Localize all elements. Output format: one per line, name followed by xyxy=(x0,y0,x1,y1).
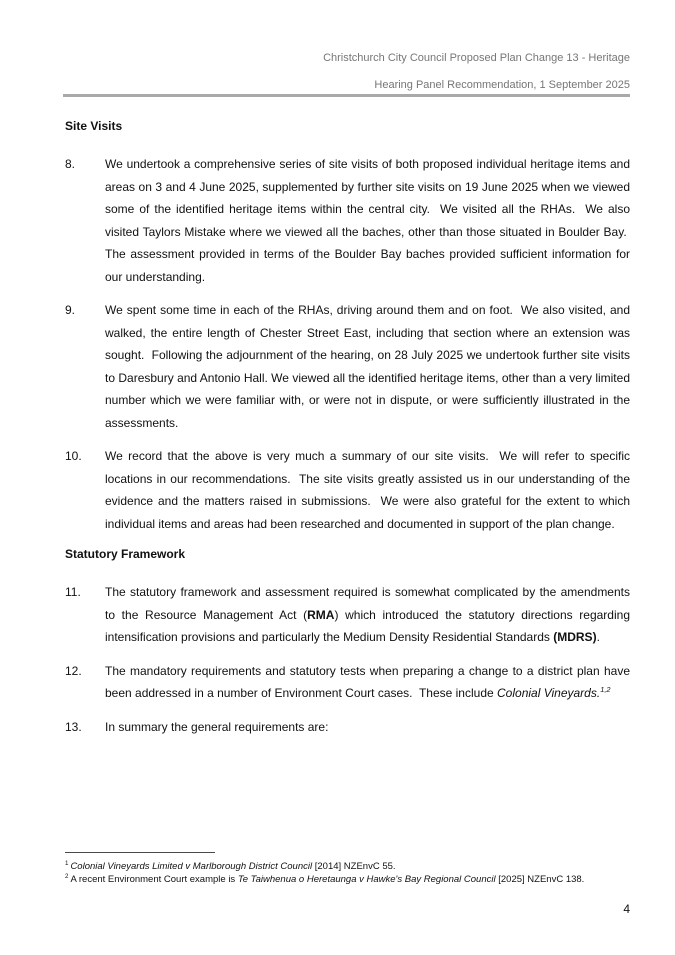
header-line-2: Hearing Panel Recommendation, 1 September 2025 xyxy=(374,79,630,91)
footnote-separator xyxy=(65,852,215,853)
paragraph-number: 12. xyxy=(65,663,82,678)
text-segment: Colonial Vineyards Limited v Marlborough District Council xyxy=(70,861,313,872)
numbered-paragraph xyxy=(65,153,630,288)
numbered-paragraph xyxy=(65,299,630,434)
header-line-1: Christchurch City Council Proposed Plan Change 13 - Heritage xyxy=(323,52,630,64)
footnotes xyxy=(65,852,630,886)
paragraph-number: 13. xyxy=(65,719,82,734)
text-segment: 1,2 xyxy=(600,685,611,694)
text-segment: We record that the above is very much a summary of our site visits. We will refer to specific locations in our recommendations. The site visits greatly assisted us in our understanding of the evidence and the matters raised in submissions. We were also grateful for the extent to which individual items and areas had been researched and documented in support of the plan change. xyxy=(105,449,630,531)
page-header xyxy=(65,53,630,91)
text-segment: ) which introduced the statutory directions regarding intensification provisions and particularly the Medium Density Residential Standards xyxy=(105,607,630,644)
text-segment: In summary the general requirements are: xyxy=(105,719,329,734)
page-number: 4 xyxy=(623,902,630,916)
footnote-list xyxy=(65,860,630,886)
paragraph-text xyxy=(105,716,630,739)
document-body xyxy=(65,118,630,749)
numbered-paragraph xyxy=(65,716,630,739)
paragraph-text xyxy=(105,299,630,434)
footnote-marker: 2 xyxy=(65,872,69,880)
numbered-paragraph xyxy=(65,445,630,535)
text-segment: We spent some time in each of the RHAs, driving around them and on foot. We also visited, and walked, the entire length of Chester Street East, including that section where an extension was sought. Following the adjournment of the hearing, on 28 July 2025 we undertook further site visits to Daresbury and Antonio Hall. We viewed all the identified heritage items, other than a very limited number which we were familiar with, or were not in dispute, or were sufficiently illustrated in the assessments. xyxy=(105,303,630,430)
paragraph-text xyxy=(105,660,630,705)
text-segment: The mandatory requirements and statutory tests when preparing a change to a district plan have been addressed in a number of Environment Court cases. These include xyxy=(105,663,630,700)
paragraph-text xyxy=(105,445,630,535)
paragraph-number: 9. xyxy=(65,303,76,317)
section-heading: Site Visits xyxy=(65,119,123,133)
paragraph-number: 11. xyxy=(65,585,81,599)
footnote xyxy=(65,860,630,873)
text-segment: A recent Environment Court example is xyxy=(70,874,238,885)
paragraph-text xyxy=(105,153,630,288)
text-segment: RMA xyxy=(307,607,335,622)
text-segment: [2025] NZEnvC 138. xyxy=(495,874,585,885)
numbered-paragraph xyxy=(65,660,630,705)
paragraph-number: 8. xyxy=(65,157,76,171)
text-segment: (MDRS) xyxy=(553,630,597,644)
content-blocks xyxy=(65,118,630,738)
paragraph-text xyxy=(105,581,630,649)
text-segment: Colonial Vineyards. xyxy=(497,686,601,700)
footnote-text xyxy=(70,861,395,872)
paragraph-number: 10. xyxy=(65,449,82,463)
text-segment: . xyxy=(596,630,600,644)
section-heading: Statutory Framework xyxy=(65,547,186,561)
footnote xyxy=(65,873,630,886)
text-segment: The statutory framework and assessment required is somewhat complicated by the amendments to the Resource Management Act ( xyxy=(105,585,630,622)
text-segment: Te Taiwhenua o Heretaunga v Hawke's Bay Regional Council xyxy=(237,874,496,885)
footnote-marker: 1 xyxy=(65,859,69,867)
footnote-text xyxy=(70,874,584,885)
text-segment: We undertook a comprehensive series of site visits of both proposed individual heritage items and areas on 3 and 4 June 2025, supplemented by further site visits on 19 June 2025 when we viewed some of the identified heritage items within the central city. We visited all the RHAs. We also visited Taylors Mistake where we viewed all the baches, other than those situated in Boulder Bay. The assessment provided in terms of the Boulder Bay baches provided sufficient information for our understanding. xyxy=(105,157,630,284)
numbered-paragraph xyxy=(65,581,630,649)
header-rule xyxy=(63,94,630,97)
text-segment: [2014] NZEnvC 55. xyxy=(312,861,396,872)
